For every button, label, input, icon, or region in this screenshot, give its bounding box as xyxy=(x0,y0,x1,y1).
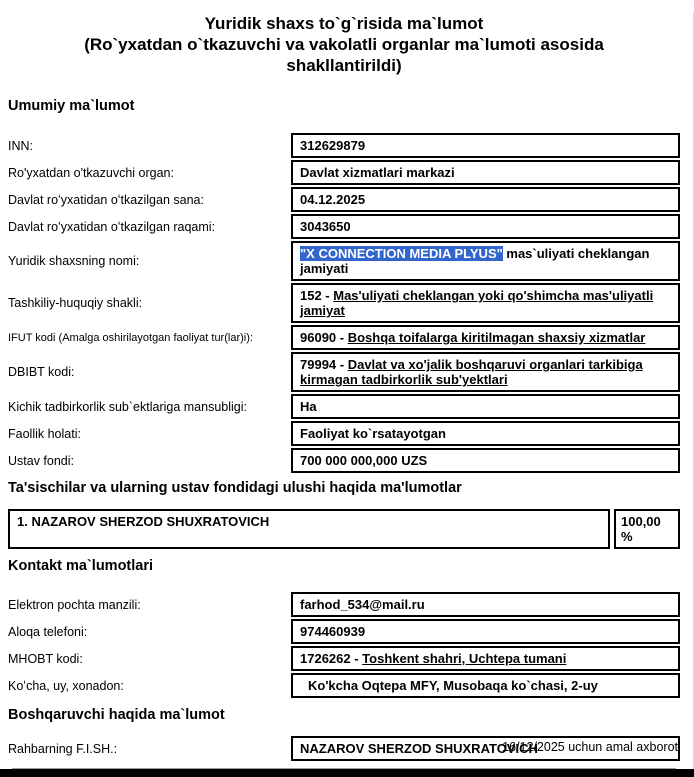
legal-form-link[interactable]: Mas'uliyati cheklangan yoki qo'shimcha mas'uliyatli jamiyat xyxy=(300,288,654,318)
row-phone xyxy=(8,619,680,644)
field-value-small-business: Ha xyxy=(291,394,680,419)
section-heading-manager: Boshqaruvchi haqida ma`lumot xyxy=(8,707,225,723)
legal-form-code: 152 - xyxy=(300,288,334,303)
field-label-registration-number: Davlat roʻyxatidan oʻtkazilgan raqami: xyxy=(8,219,216,234)
section-heading-founders: Ta'sischilar va ularning ustav fondidagi ulushi haqida ma'lumotlar xyxy=(8,480,462,496)
row-legal-form xyxy=(8,283,680,323)
row-ifut-code xyxy=(8,325,680,350)
dbibt-code: 79994 - xyxy=(300,357,348,372)
row-dbibt-code xyxy=(8,352,680,392)
field-label-street-address: Koʻcha, uy, xonadon: xyxy=(8,678,124,693)
field-value-inn: 312629879 xyxy=(291,133,680,158)
field-value-charter-fund: 700 000 000,000 UZS xyxy=(291,448,680,473)
section-heading-general: Umumiy ma`lumot xyxy=(8,98,135,114)
field-label-registering-authority: Ro'yxatdan o'tkazuvchi organ: xyxy=(8,165,174,180)
row-entity-name xyxy=(8,241,680,281)
field-label-mhobt-code: MHOBT kodi: xyxy=(8,651,83,666)
row-activity-status xyxy=(8,421,680,446)
row-registering-authority xyxy=(8,160,680,185)
row-charter-fund xyxy=(8,448,680,473)
field-value-street-address: Ko'kcha Oqtepa MFY, Musobaqa ko`chasi, 2-uy xyxy=(291,673,680,698)
field-value-mhobt-code xyxy=(291,646,680,671)
field-label-inn: INN: xyxy=(8,138,33,153)
field-label-entity-name: Yuridik shaxsning nomi: xyxy=(8,254,140,268)
field-value-dbibt-code xyxy=(291,352,680,392)
row-street-address xyxy=(8,673,680,698)
field-label-manager-name: Rahbarning F.I.SH.: xyxy=(8,741,118,756)
section-heading-contacts: Kontakt ma`lumotlari xyxy=(8,558,154,574)
field-value-email: farhod_534@mail.ru xyxy=(291,592,680,617)
row-mhobt-code xyxy=(8,646,680,671)
founder-name: 1. NAZAROV SHERZOD SHUXRATOVICH xyxy=(8,509,610,549)
field-value-activity-status: Faoliyat ko`rsatayotgan xyxy=(291,421,680,446)
page-title xyxy=(14,13,674,76)
field-value-ifut-code xyxy=(291,325,680,350)
field-label-dbibt-code: DBIBT kodi: xyxy=(8,365,75,379)
page-title-line1: Yuridik shaxs to`g`risida ma`lumot xyxy=(204,14,484,33)
row-small-business xyxy=(8,394,680,419)
field-value-phone: 974460939 xyxy=(291,619,680,644)
row-email xyxy=(8,592,680,617)
page-title-line2: (Ro`yxatdan o`tkazuvchi va vakolatli organlar ma`lumoti asosida xyxy=(84,35,604,54)
field-label-phone: Aloqa telefoni: xyxy=(8,624,88,639)
mhobt-link[interactable]: Toshkent shahri, Uchtepa tumani xyxy=(362,651,567,666)
field-value-entity-name xyxy=(291,241,680,281)
field-label-small-business: Kichik tadbirkorlik sub`ektlariga mansubligi: xyxy=(8,399,247,414)
entity-name-rest: mas`uliyati cheklangan jamiyati xyxy=(300,246,650,276)
field-value-registering-authority: Davlat xizmatlari markazi xyxy=(291,160,680,185)
ifut-code: 96090 - xyxy=(300,330,348,345)
row-registration-date xyxy=(8,187,680,212)
ifut-link[interactable]: Boshqa toifalarga kiritilmagan shaxsiy xizmatlar xyxy=(347,330,646,345)
field-label-registration-date: Davlat roʻyxatidan oʻtkazilgan sana: xyxy=(8,192,204,207)
row-registration-number xyxy=(8,214,680,239)
page-title-line3: shakllantirildi) xyxy=(286,56,402,75)
contacts-table xyxy=(8,592,680,698)
selected-text-company-name: "X CONNECTION MEDIA PLYUS" xyxy=(300,246,503,261)
mhobt-code: 1726262 - xyxy=(300,651,363,666)
page xyxy=(0,13,693,770)
founder-share-percent: 100,00 % xyxy=(614,509,680,549)
founder-row xyxy=(8,509,680,549)
field-value-registration-number: 3043650 xyxy=(291,214,680,239)
general-info-table xyxy=(8,133,680,473)
field-value-manager-name: NAZAROV SHERZOD SHUXRATOVICH xyxy=(291,736,680,761)
field-label-email: Elektron pochta manzili: xyxy=(8,597,141,612)
field-value-registration-date: 04.12.2025 xyxy=(291,187,680,212)
footer-validity-note: 16/12/2025 uchun amal axborot xyxy=(502,740,678,754)
field-label-activity-status: Faollik holati: xyxy=(8,426,81,441)
row-inn xyxy=(8,133,680,158)
field-label-ifut-code: IFUT kodi (Amalga oshirilayotgan faoliyat tur(lar)i): xyxy=(8,331,253,344)
field-value-legal-form xyxy=(291,283,680,323)
field-label-charter-fund: Ustav fondi: xyxy=(8,453,75,468)
field-label-legal-form: Tashkiliy-huquqiy shakli: xyxy=(8,296,143,310)
dbibt-link[interactable]: Davlat va xo'jalik boshqaruvi organlari tarkibiga kirmagan tadbirkorlik sub'yektlari xyxy=(300,357,643,387)
bottom-black-bar xyxy=(0,769,694,777)
